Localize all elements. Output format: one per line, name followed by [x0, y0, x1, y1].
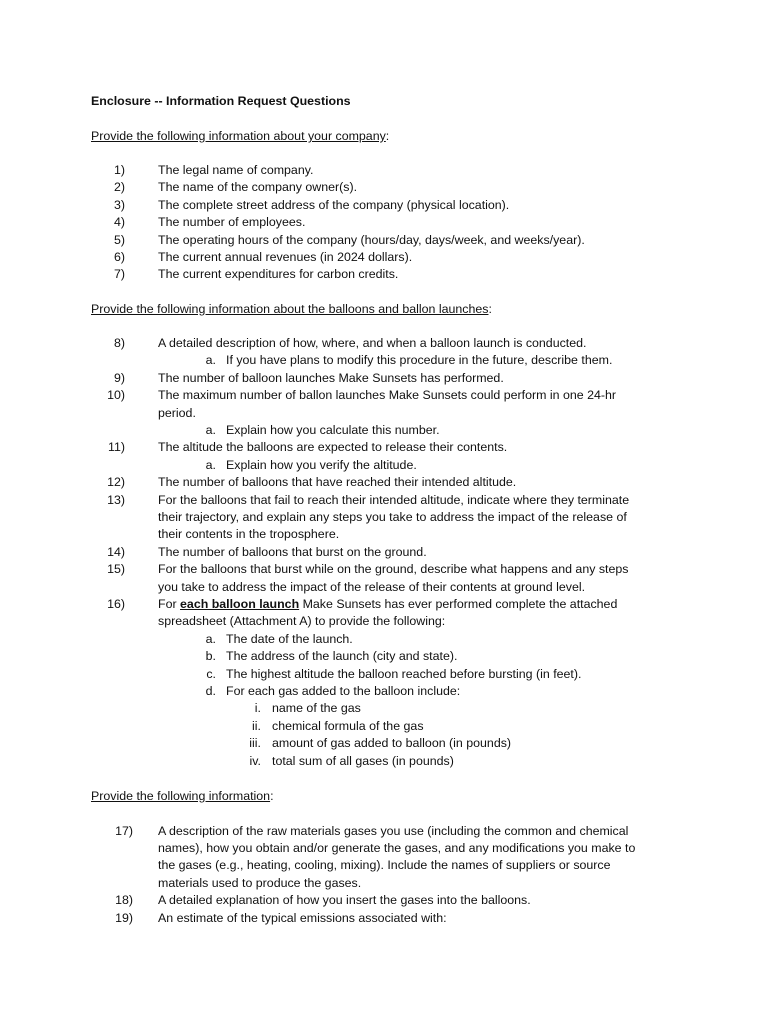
item-text: A detailed explanation of how you insert the gases into the balloons.	[158, 893, 531, 908]
item-text: The current expenditures for carbon credits.	[158, 267, 399, 282]
item-number: 7)	[113, 267, 125, 282]
item-text: For the balloons that burst while on the ground, describe what happens and any steps	[158, 562, 629, 577]
item-number: 4)	[113, 215, 125, 230]
sub-item-letter: d.	[205, 684, 216, 698]
item-number: 19)	[115, 910, 133, 925]
section-heading-balloons	[91, 301, 492, 318]
emphasis-text: each balloon launch	[180, 597, 300, 611]
item-text-continued: spreadsheet (Attachment A) to provide the following:	[158, 614, 446, 629]
item-text-continued: names), how you obtain and/or generate the gases, and any modifications you make to	[158, 840, 636, 855]
item-number: 18)	[115, 893, 133, 908]
item-text-prefix: For	[158, 597, 181, 611]
item-number: 17)	[115, 823, 133, 838]
item-number: 16)	[107, 597, 125, 611]
roman-item-text: total sum of all gases (in pounds)	[272, 753, 454, 768]
section-heading-company-colon: :	[385, 129, 390, 143]
item-number: 14)	[107, 544, 125, 559]
item-number: 3)	[113, 197, 125, 212]
roman-numeral: iii.	[249, 736, 261, 751]
sub-item-text: The highest altitude the balloon reached before bursting (in feet).	[226, 666, 582, 681]
item-text: The number of balloons that have reached their intended altitude.	[158, 475, 517, 490]
item-text: An estimate of the typical emissions associated with:	[158, 910, 447, 925]
item-text: The legal name of company.	[158, 163, 314, 177]
section-heading-general-text: Provide the following information	[91, 788, 271, 803]
roman-numeral: iv.	[249, 753, 261, 768]
item-text: The operating hours of the company (hours/day, days/week, and weeks/year).	[158, 232, 585, 247]
document-title: Enclosure -- Information Request Questions	[91, 94, 351, 108]
item-number: 13)	[107, 492, 125, 507]
item-number: 1)	[113, 163, 125, 177]
item-text: The number of balloon launches Make Sunsets has performed.	[158, 370, 504, 385]
sub-item-letter: a.	[205, 353, 216, 368]
item-number: 10)	[107, 388, 125, 403]
roman-numeral: i.	[254, 701, 261, 716]
item-number: 11)	[108, 440, 125, 455]
sub-item-letter: a.	[205, 457, 216, 472]
item-number: 12)	[107, 475, 125, 490]
sub-item-text: The address of the launch (city and state).	[226, 649, 458, 664]
section-heading-company-text: Provide the following information about your company	[91, 129, 386, 143]
section-heading-general-colon: :	[270, 788, 274, 803]
item-number: 15)	[107, 562, 125, 577]
sub-item-letter: c.	[206, 666, 216, 681]
sub-item-text: If you have plans to modify this procedure in the future, describe them.	[226, 353, 613, 368]
sub-item-text: The date of the launch.	[226, 631, 353, 646]
item-text: A description of the raw materials gases you use (including the common and chemical	[158, 823, 629, 838]
item-text: For the balloons that fail to reach their intended altitude, indicate where they terminate	[158, 492, 630, 507]
item-text: The altitude the balloons are expected to release their contents.	[158, 440, 508, 455]
item-number: 5)	[113, 232, 125, 247]
item-number: 2)	[113, 180, 125, 195]
roman-item-text: name of the gas	[272, 701, 361, 716]
item-text-continued: you take to address the impact of the release of their contents at ground level.	[158, 579, 586, 594]
item-text: The complete street address of the company (physical location).	[158, 197, 510, 212]
item-text-continued: materials used to produce the gases.	[158, 875, 362, 890]
section-heading-general	[91, 788, 274, 805]
roman-item-text: amount of gas added to balloon (in pounds)	[272, 736, 512, 751]
item-text-continued: their trajectory, and explain any steps you take to address the impact of the release of	[158, 510, 627, 524]
roman-numeral: ii.	[252, 718, 261, 733]
item-number: 8)	[113, 336, 125, 350]
roman-item-text: chemical formula of the gas	[272, 718, 424, 733]
item-text-continued: period.	[158, 405, 196, 420]
sub-item-text: For each gas added to the balloon include:	[226, 684, 461, 698]
item-number: 6)	[113, 250, 125, 264]
sub-item-text: Explain how you calculate this number.	[226, 423, 440, 437]
sub-item-letter: b.	[205, 649, 216, 664]
section-heading-balloons-colon: :	[488, 302, 492, 316]
item-text: The name of the company owner(s).	[158, 180, 358, 195]
item-text: The maximum number of ballon launches Make Sunsets could perform in one 24-hr	[158, 388, 616, 403]
item-text: The number of employees.	[158, 215, 306, 230]
item-text-continued: the gases (e.g., heating, cooling, mixing). Include the names of suppliers or source	[158, 858, 611, 873]
sub-item-text: Explain how you verify the altitude.	[226, 457, 417, 472]
item-text: The number of balloons that burst on the ground.	[158, 544, 427, 559]
item-text: A detailed description of how, where, and when a balloon launch is conducted.	[158, 336, 587, 350]
section-heading-balloons-text: Provide the following information about the balloons and ballon launches	[91, 302, 489, 316]
item-text	[158, 596, 617, 613]
item-text-continued: their contents in the troposphere.	[158, 527, 340, 542]
item-number: 9)	[113, 370, 125, 385]
item-text-suffix: Make Sunsets has ever performed complete the attached	[299, 597, 618, 611]
section-heading-company	[91, 128, 389, 145]
sub-item-letter: a.	[205, 631, 216, 646]
item-text: The current annual revenues (in 2024 dollars).	[158, 250, 413, 264]
sub-item-letter: a.	[205, 423, 216, 437]
